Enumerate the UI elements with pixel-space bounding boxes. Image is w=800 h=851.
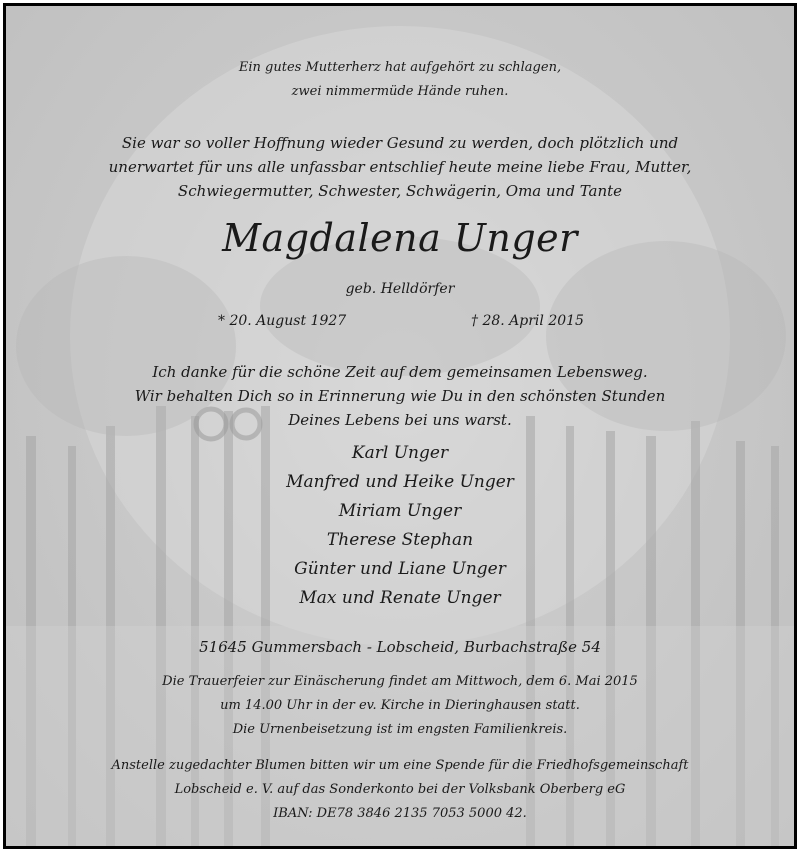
intro-line-3: Schwiegermutter, Schwester, Schwägerin, Oma und Tante — [177, 182, 623, 200]
verse-line-2: zwei nimmermüde Hände ruhen. — [291, 84, 509, 99]
ceremony-line-2: um 14.00 Uhr in der ev. Kirche in Dieringhausen statt. — [220, 698, 580, 713]
mourner-2: Manfred und Heike Unger — [286, 472, 514, 492]
mourner-4: Therese Stephan — [326, 530, 474, 550]
birth-date: * 20. August 1927 — [218, 313, 347, 329]
address: 51645 Gummersbach - Lobscheid, Burbachstraße 54 — [199, 638, 601, 656]
deceased-name: Magdalena Unger — [222, 216, 578, 260]
donation-line-3: IBAN: DE78 3846 2135 7053 5000 42. — [273, 806, 527, 821]
intro-line-2: unerwartet für uns alle unfassbar entschlief heute meine liebe Frau, Mutter, — [108, 158, 692, 176]
thanks-line-2: Wir behalten Dich so in Erinnerung wie Du in den schönsten Stunden — [134, 387, 666, 405]
mourner-5: Günter und Liane Unger — [294, 559, 506, 579]
death-date: † 28. April 2015 — [471, 313, 584, 329]
intro-line-1: Sie war so voller Hoffnung wieder Gesund zu werden, doch plötzlich und — [121, 134, 679, 152]
mourner-6: Max und Renate Unger — [299, 588, 501, 608]
thanks-line-1: Ich danke für die schöne Zeit auf dem gemeinsamen Lebensweg. — [152, 363, 648, 381]
birth-name: geb. Helldörfer — [345, 281, 455, 297]
obituary-text — [6, 6, 794, 846]
mourner-1: Karl Unger — [351, 443, 449, 463]
mourner-3: Miriam Unger — [338, 501, 462, 521]
ceremony-line-1: Die Trauerfeier zur Einäscherung findet am Mittwoch, dem 6. Mai 2015 — [162, 674, 638, 689]
verse-line-1: Ein gutes Mutterherz hat aufgehört zu schlagen, — [238, 60, 562, 75]
thanks-line-3: Deines Lebens bei uns warst. — [288, 411, 512, 429]
ceremony-line-3: Die Urnenbeisetzung ist im engsten Familienkreis. — [232, 722, 568, 737]
obituary-card — [3, 3, 797, 849]
donation-line-1: Anstelle zugedachter Blumen bitten wir um eine Spende für die Friedhofsgemeinschaft — [111, 758, 689, 773]
donation-line-2: Lobscheid e. V. auf das Sonderkonto bei der Volksbank Oberberg eG — [174, 782, 626, 797]
